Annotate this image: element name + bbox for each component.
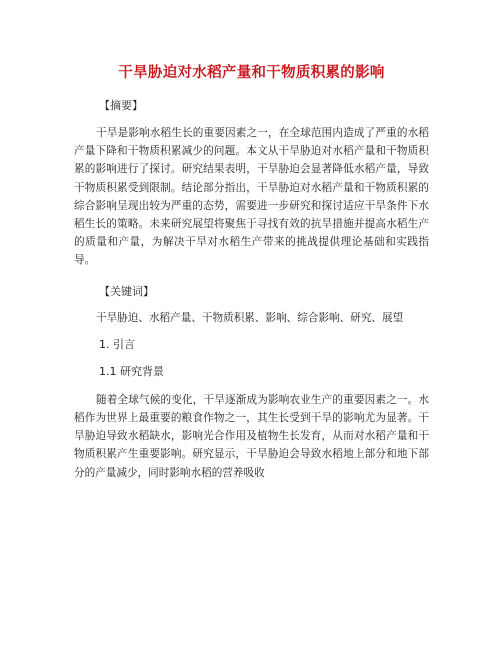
background-paragraph: 随着全球气候的变化，干旱逐渐成为影响农业生产的重要因素之一。水稻作为世界上最重要的粮食作物之一，其生长受到干旱的影响尤为显著。干旱胁迫导致水稻缺水，影响光合作用及植物生长发育，从而对水稻产量和干物质积累产生重要影响。研究显示，干旱胁迫会导致水稻地上部分和地下部分的产量减少，同时影响水稻的营养吸收 <box>74 393 429 479</box>
abstract-heading: 【摘要】 <box>99 99 143 112</box>
section-introduction-heading: 1. 引言 <box>99 337 135 351</box>
abstract-paragraph: 干旱是影响水稻生长的重要因素之一，在全球范围内造成了严重的水稻产量下降和干物质积累减少的问题。本文从干旱胁迫对水稻产量和干物质积累的影响进行了探讨。研究结果表明，干旱胁迫会显著降低水稻产量，导致干物质积累受到限制。结论部分指出，干旱胁迫对水稻产量和干物质积累的综合影响呈现出较为严重的态势，需要进一步研究和探讨适应干旱条件下水稻生长的策略。未来研究展望将聚焦于寻找有效的抗旱措施并提高水稻生产的质量和产量，为解决干旱对水稻生产带来的挑战提供理论基础和实践指导。 <box>74 127 429 267</box>
keywords-heading: 【关键词】 <box>99 284 154 298</box>
subsection-background-heading: 1.1 研究背景 <box>99 364 164 378</box>
document-title: 干旱胁迫对水稻产量和干物质积累的影响 <box>118 65 385 81</box>
keywords-paragraph: 干旱胁迫、水稻产量、干物质积累、影响、综合影响、研究、展望 <box>96 311 404 324</box>
